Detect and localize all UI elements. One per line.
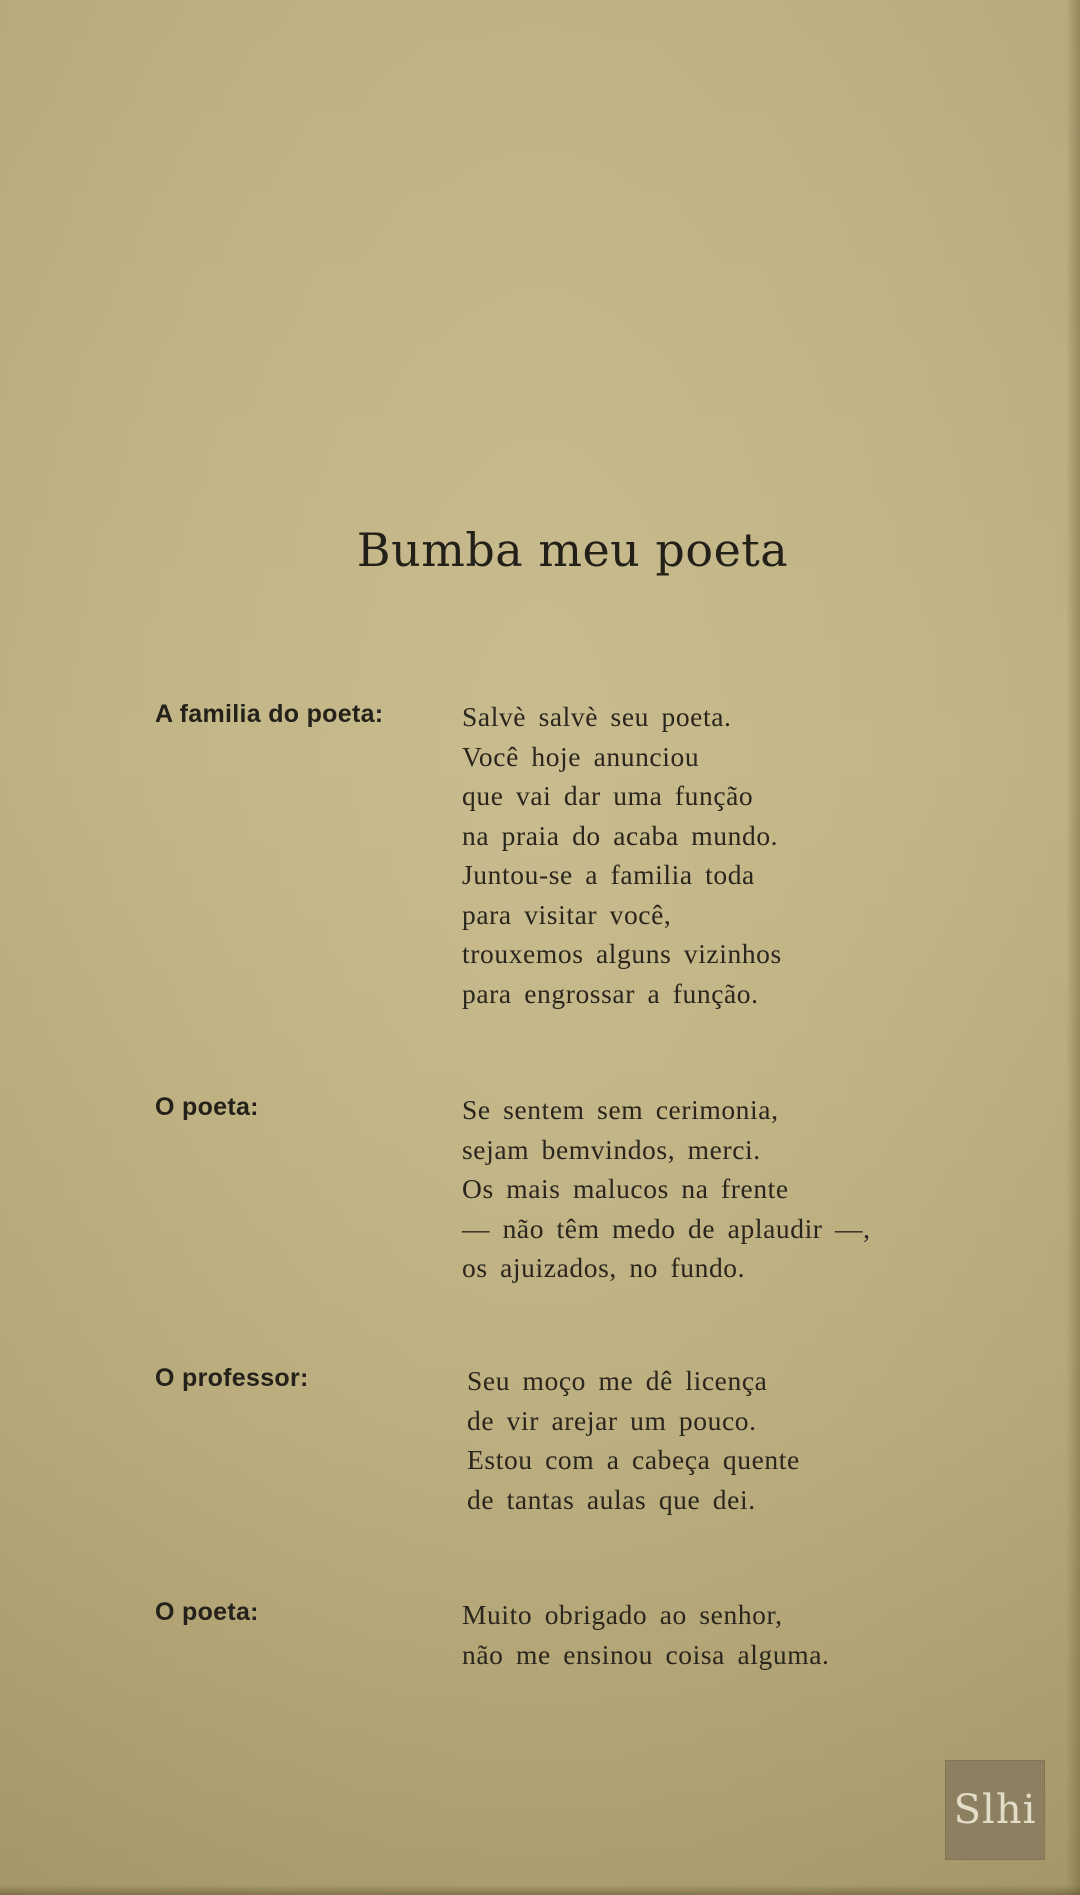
speaker-label: O poeta:	[155, 1093, 259, 1121]
verse-line: trouxemos alguns vizinhos	[462, 938, 782, 969]
verse-line: de tantas aulas que dei.	[467, 1483, 756, 1515]
verse-line: para visitar você,	[462, 898, 672, 930]
page-edge-shadow-bottom	[0, 1885, 1080, 1895]
verse-line: Seu moço me dê licença	[467, 1365, 768, 1396]
page-edge-shadow-right	[1066, 0, 1080, 1895]
verse-line: na praia do acaba mundo.	[462, 819, 779, 851]
verse-line: Estou com a cabeça quente	[467, 1444, 800, 1475]
verse-line: para engrossar a função.	[462, 977, 759, 1009]
stanza-verse	[462, 1090, 871, 1288]
verse-line: Você hoje anunciou	[462, 740, 700, 772]
stanza-verse	[462, 697, 782, 1013]
stanza-verse	[467, 1361, 800, 1519]
verse-line: que vai dar uma função	[462, 780, 754, 811]
verse-line: — não têm medo de aplaudir —,	[462, 1212, 871, 1244]
verse-line: não me ensinou coisa alguma.	[462, 1638, 830, 1670]
verse-line: os ajuizados, no fundo.	[462, 1252, 746, 1283]
stanza-verse	[462, 1595, 829, 1674]
poem-title: Bumba meu poeta	[356, 523, 789, 577]
speaker-label: O poeta:	[155, 1598, 259, 1626]
verse-line: Salvè salvè seu poeta.	[462, 701, 732, 732]
verse-line: Se sentem sem cerimonia,	[462, 1094, 779, 1125]
speaker-label: A familia do poeta:	[155, 700, 384, 728]
verse-line: Os mais malucos na frente	[462, 1173, 789, 1204]
library-logo	[945, 1760, 1045, 1860]
verse-line: de vir arejar um pouco.	[467, 1404, 757, 1436]
verse-line: Juntou-se a familia toda	[462, 859, 755, 890]
library-logo-text: Slhi	[953, 1787, 1037, 1833]
verse-line: Muito obrigado ao senhor,	[462, 1599, 783, 1630]
verse-line: sejam bemvindos, merci.	[462, 1133, 761, 1165]
speaker-label: O professor:	[155, 1364, 309, 1392]
